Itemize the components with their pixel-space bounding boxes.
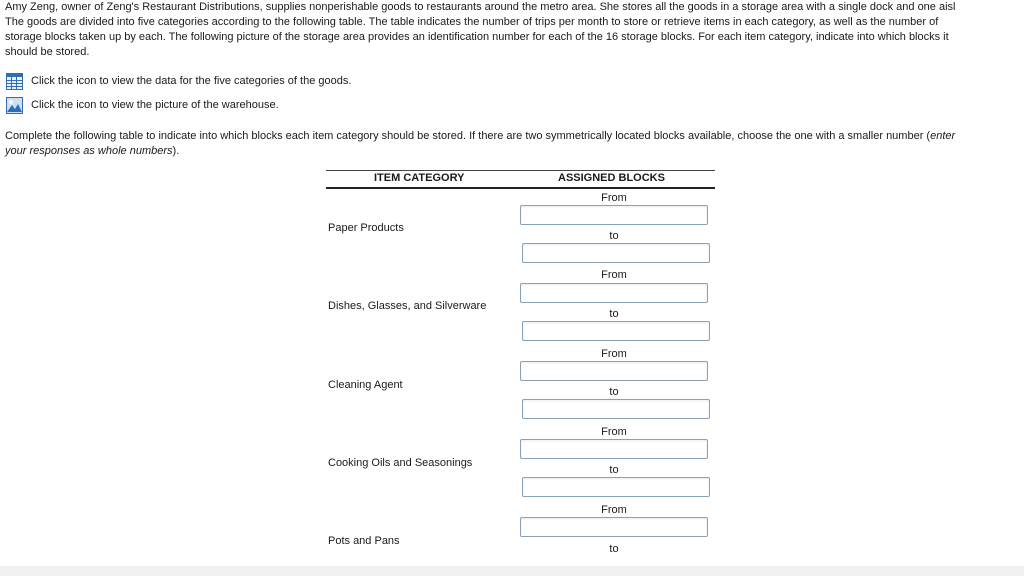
to-label: to bbox=[609, 464, 619, 476]
cooking-oils-from-input[interactable] bbox=[520, 439, 708, 459]
category-dishes-glasses-silverware: Dishes, Glasses, and Silverware bbox=[328, 300, 487, 312]
dishes-from-input[interactable] bbox=[520, 283, 708, 303]
instruction-main: Complete the following table to indicate into which blocks each item category should be stored. If there are two symmetrically located blocks available, choose the one with a smaller number ( bbox=[5, 130, 931, 142]
instruction-italic-2: your responses as whole numbers bbox=[5, 145, 173, 157]
problem-statement bbox=[5, 0, 1024, 60]
to-label: to bbox=[609, 543, 619, 555]
from-label: From bbox=[601, 192, 627, 204]
category-paper-products: Paper Products bbox=[328, 222, 404, 234]
picture-link-label: Click the icon to view the picture of the warehouse. bbox=[31, 98, 279, 111]
from-label: From bbox=[601, 504, 627, 516]
paper-products-to-input[interactable] bbox=[522, 243, 710, 263]
dishes-to-input[interactable] bbox=[522, 321, 710, 341]
picture-icon[interactable] bbox=[6, 97, 23, 114]
intro-line: The goods are divided into five categories according to the following table. The table indicates the number of trips per month to store or retrieve items in each category, as well as the number of bbox=[5, 16, 939, 28]
category-cooking-oils-seasonings: Cooking Oils and Seasonings bbox=[328, 457, 473, 469]
category-cleaning-agent: Cleaning Agent bbox=[328, 379, 403, 391]
data-table-icon[interactable] bbox=[6, 73, 23, 90]
table-top-rule bbox=[326, 170, 715, 171]
header-assigned-blocks: ASSIGNED BLOCKS bbox=[558, 172, 665, 184]
paper-products-from-input[interactable] bbox=[520, 205, 708, 225]
picture-link-row bbox=[6, 96, 279, 114]
header-item-category: ITEM CATEGORY bbox=[374, 172, 465, 184]
from-label: From bbox=[601, 348, 627, 360]
intro-line: Amy Zeng, owner of Zeng's Restaurant Distributions, supplies nonperishable goods to restaurants around the metro area. She stores all the goods in a storage area with a single dock and one aisl bbox=[5, 1, 956, 13]
cleaning-agent-to-input[interactable] bbox=[522, 399, 710, 419]
pots-pans-from-input[interactable] bbox=[520, 517, 708, 537]
data-link-label: Click the icon to view the data for the five categories of the goods. bbox=[31, 74, 352, 87]
table-header-rule bbox=[326, 187, 715, 189]
cooking-oils-to-input[interactable] bbox=[522, 477, 710, 497]
to-label: to bbox=[609, 230, 619, 242]
instruction-text bbox=[5, 129, 1024, 159]
bottom-bar bbox=[0, 566, 1024, 576]
data-link-row bbox=[6, 72, 351, 90]
instruction-italic-1: enter bbox=[930, 130, 956, 142]
instruction-tail: ). bbox=[172, 145, 180, 157]
intro-line: storage blocks taken up by each. The following picture of the storage area provides an identification number for each of the 16 storage blocks. For each item category, indicate into which blocks it bbox=[5, 31, 949, 43]
category-pots-and-pans: Pots and Pans bbox=[328, 535, 400, 547]
intro-line: should be stored. bbox=[5, 46, 90, 58]
to-label: to bbox=[609, 386, 619, 398]
from-label: From bbox=[601, 426, 627, 438]
from-label: From bbox=[601, 269, 627, 281]
to-label: to bbox=[609, 308, 619, 320]
cleaning-agent-from-input[interactable] bbox=[520, 361, 708, 381]
